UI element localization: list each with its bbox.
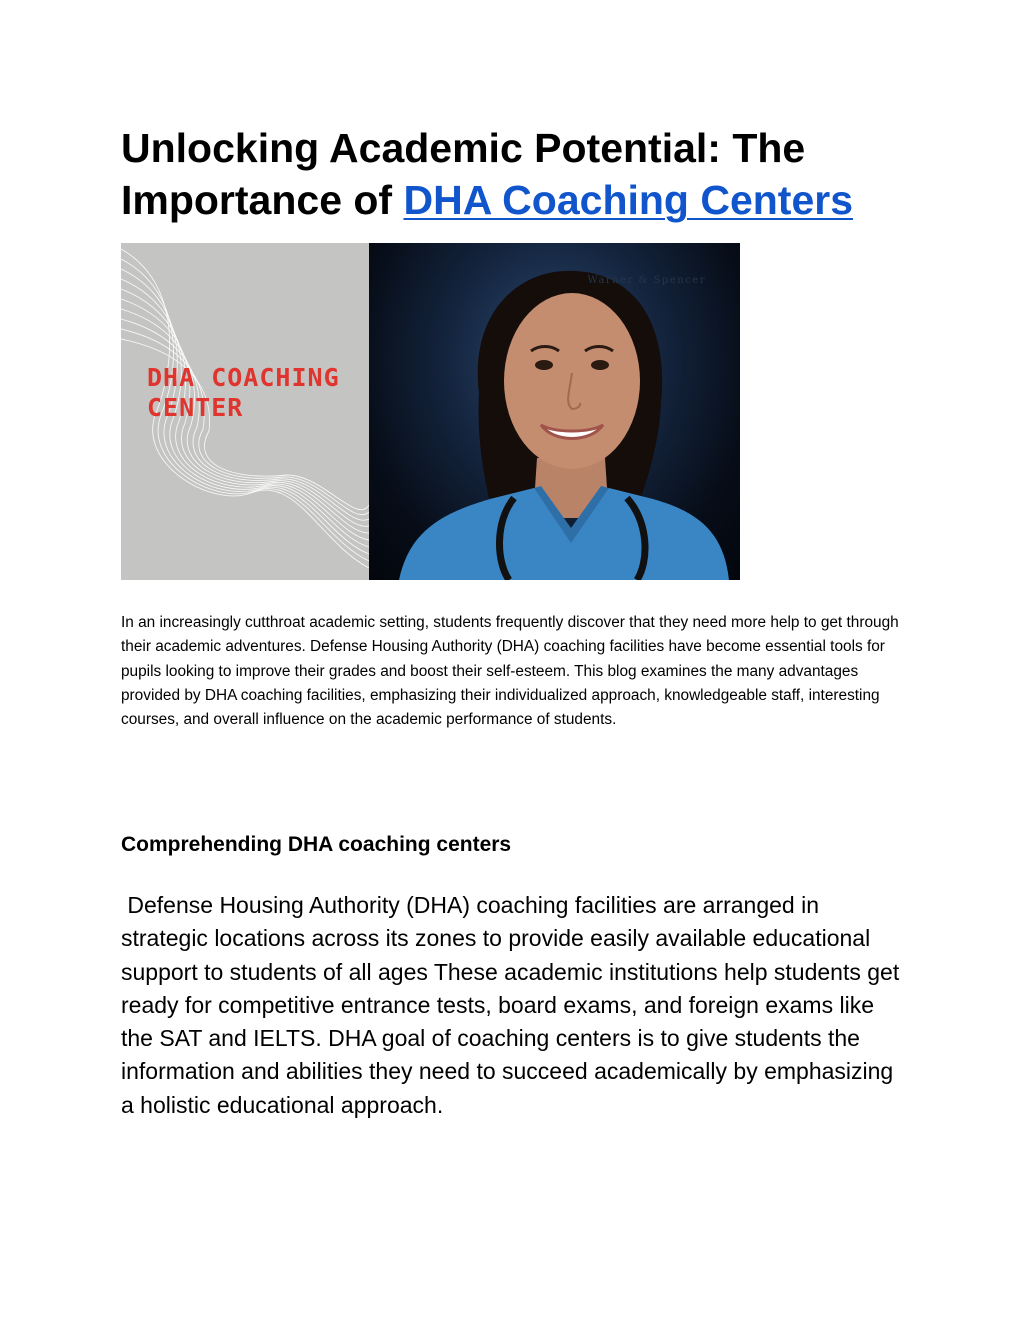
hero-image xyxy=(121,243,740,580)
banner-line: CENTER xyxy=(147,393,244,422)
page-title xyxy=(121,122,921,226)
banner-panel xyxy=(121,243,369,580)
section-heading: Comprehending DHA coaching centers xyxy=(121,833,512,856)
section-body: Defense Housing Authority (DHA) coaching facilities are arranged in strategic locations across its zones to provide easily available educational support to students of all ages These academic institutions help students get ready for competitive entrance tests, board exams, and foreign exams like the SAT and IELTS. DHA goal of coaching centers is to give students the information and abilities they need to succeed academically by emphasizing a holistic educational approach. xyxy=(121,892,906,1118)
banner-line: DHA COACHING xyxy=(147,363,340,392)
portrait-photo xyxy=(369,243,740,580)
page-title-text: Unlocking Academic Potential: The Importance of xyxy=(121,125,806,223)
dha-coaching-centers-link[interactable]: DHA Coaching Centers xyxy=(403,177,854,223)
intro-paragraph: In an increasingly cutthroat academic setting, students frequently discover that they need more help to get through their academic adventures. Defense Housing Authority (DHA) coaching facilities have become essential tools for pupils looking to improve their grades and boost their self-esteem. This blog examines the many advantages provided by DHA coaching facilities, emphasizing their individualized approach, knowledgeable staff, interesting courses, and overall influence on the academic performance of students. xyxy=(121,614,899,729)
banner-heading xyxy=(147,363,340,423)
photo-watermark: Warner & Spencer xyxy=(587,275,706,286)
nurse-portrait-illustration xyxy=(369,243,740,580)
